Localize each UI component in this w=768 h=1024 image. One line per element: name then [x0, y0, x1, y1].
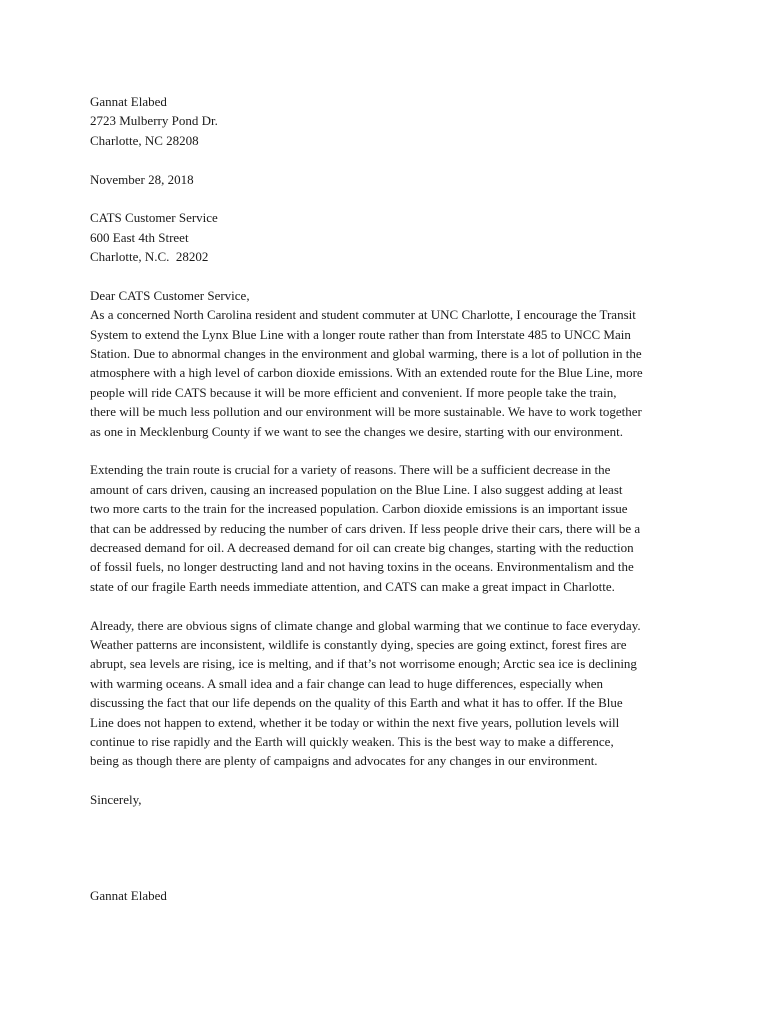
paragraph-line: people will ride CATS because it will be more efficient and convenient. If more people take the train,: [90, 384, 617, 400]
paragraph-line: there will be much less pollution and our environment will be more sustainable. We have to work together: [90, 404, 642, 420]
paragraph-line: with warming oceans. A small idea and a fair change can lead to huge differences, especially when: [90, 675, 604, 691]
salutation: Dear CATS Customer Service,: [90, 287, 250, 303]
body-paragraph-1: [90, 305, 690, 441]
letter: [90, 92, 690, 906]
paragraph-line: System to extend the Lynx Blue Line with a longer route rather than from Interstate 485 to UNCC Main: [90, 326, 631, 342]
paragraph-line: Already, there are obvious signs of climate change and global warming that we continue to face everyday.: [90, 617, 641, 633]
paragraph-line: amount of cars driven, causing an increased population on the Blue Line. I also suggest adding at least: [90, 481, 623, 497]
paragraph-line: Weather patterns are inconsistent, wildlife is constantly dying, species are going extinct, forest fires are: [90, 636, 627, 652]
paragraph-line: two more carts to the train for the increased population. Carbon dioxide emissions is an important issue: [90, 501, 628, 517]
body-paragraph-2: [90, 460, 690, 596]
sender-address: [90, 92, 690, 150]
paragraph-line: Line does not happen to extend, whether it be today or within the next five years, pollution levels will: [90, 714, 620, 730]
sender-address-line1: 2723 Mulberry Pond Dr.: [90, 113, 218, 129]
recipient-address: [90, 208, 690, 266]
recipient-address-line2: Charlotte, N.C. 28202: [90, 249, 209, 265]
paragraph-line: state of our fragile Earth needs immediate attention, and CATS can make a great impact in Charlotte.: [90, 578, 615, 594]
sender-address-line2: Charlotte, NC 28208: [90, 132, 199, 148]
paragraph-line: Station. Due to abnormal changes in the environment and global warming, there is a lot of pollution in the: [90, 346, 642, 362]
paragraph-line: being as though there are plenty of campaigns and advocates for any changes in our environment.: [90, 753, 598, 769]
sender-name: Gannat Elabed: [90, 94, 167, 109]
recipient-address-line1: 600 East 4th Street: [90, 229, 189, 245]
paragraph-line: abrupt, sea levels are rising, ice is melting, and if that’s not worrisome enough; Arctic sea ice is declining: [90, 656, 637, 672]
signature-name: Gannat Elabed: [90, 888, 167, 904]
letter-date: November 28, 2018: [90, 171, 194, 187]
body-paragraph-3: [90, 616, 690, 771]
paragraph-line: as one in Mecklenburg County if we want to see the changes we desire, starting with our environment.: [90, 423, 623, 439]
paragraph-line: atmosphere with a high level of carbon dioxide emissions. With an extended route for the Blue Line, more: [90, 365, 643, 381]
paragraph-line: continue to rise rapidly and the Earth will quickly weaken. This is the best way to make a difference,: [90, 733, 614, 749]
paragraph-line: Extending the train route is crucial for a variety of reasons. There will be a sufficient decrease in the: [90, 462, 611, 478]
paragraph-line: decreased demand for oil. A decreased demand for oil can create big changes, starting with the reduction: [90, 539, 634, 555]
closing: Sincerely,: [90, 792, 142, 808]
recipient-name: CATS Customer Service: [90, 210, 218, 226]
paragraph-line: As a concerned North Carolina resident and student commuter at UNC Charlotte, I encourage the Transit: [90, 307, 636, 323]
paragraph-line: discussing the fact that our life depends on the quality of this Earth and what it has to offer. If the Blue: [90, 695, 623, 711]
paragraph-line: of fossil fuels, no longer destructing land and not having toxins in the oceans. Environmentalism and the: [90, 559, 634, 575]
paragraph-line: that can be addressed by reducing the number of cars driven. If less people drive their cars, there will be a: [90, 520, 641, 536]
